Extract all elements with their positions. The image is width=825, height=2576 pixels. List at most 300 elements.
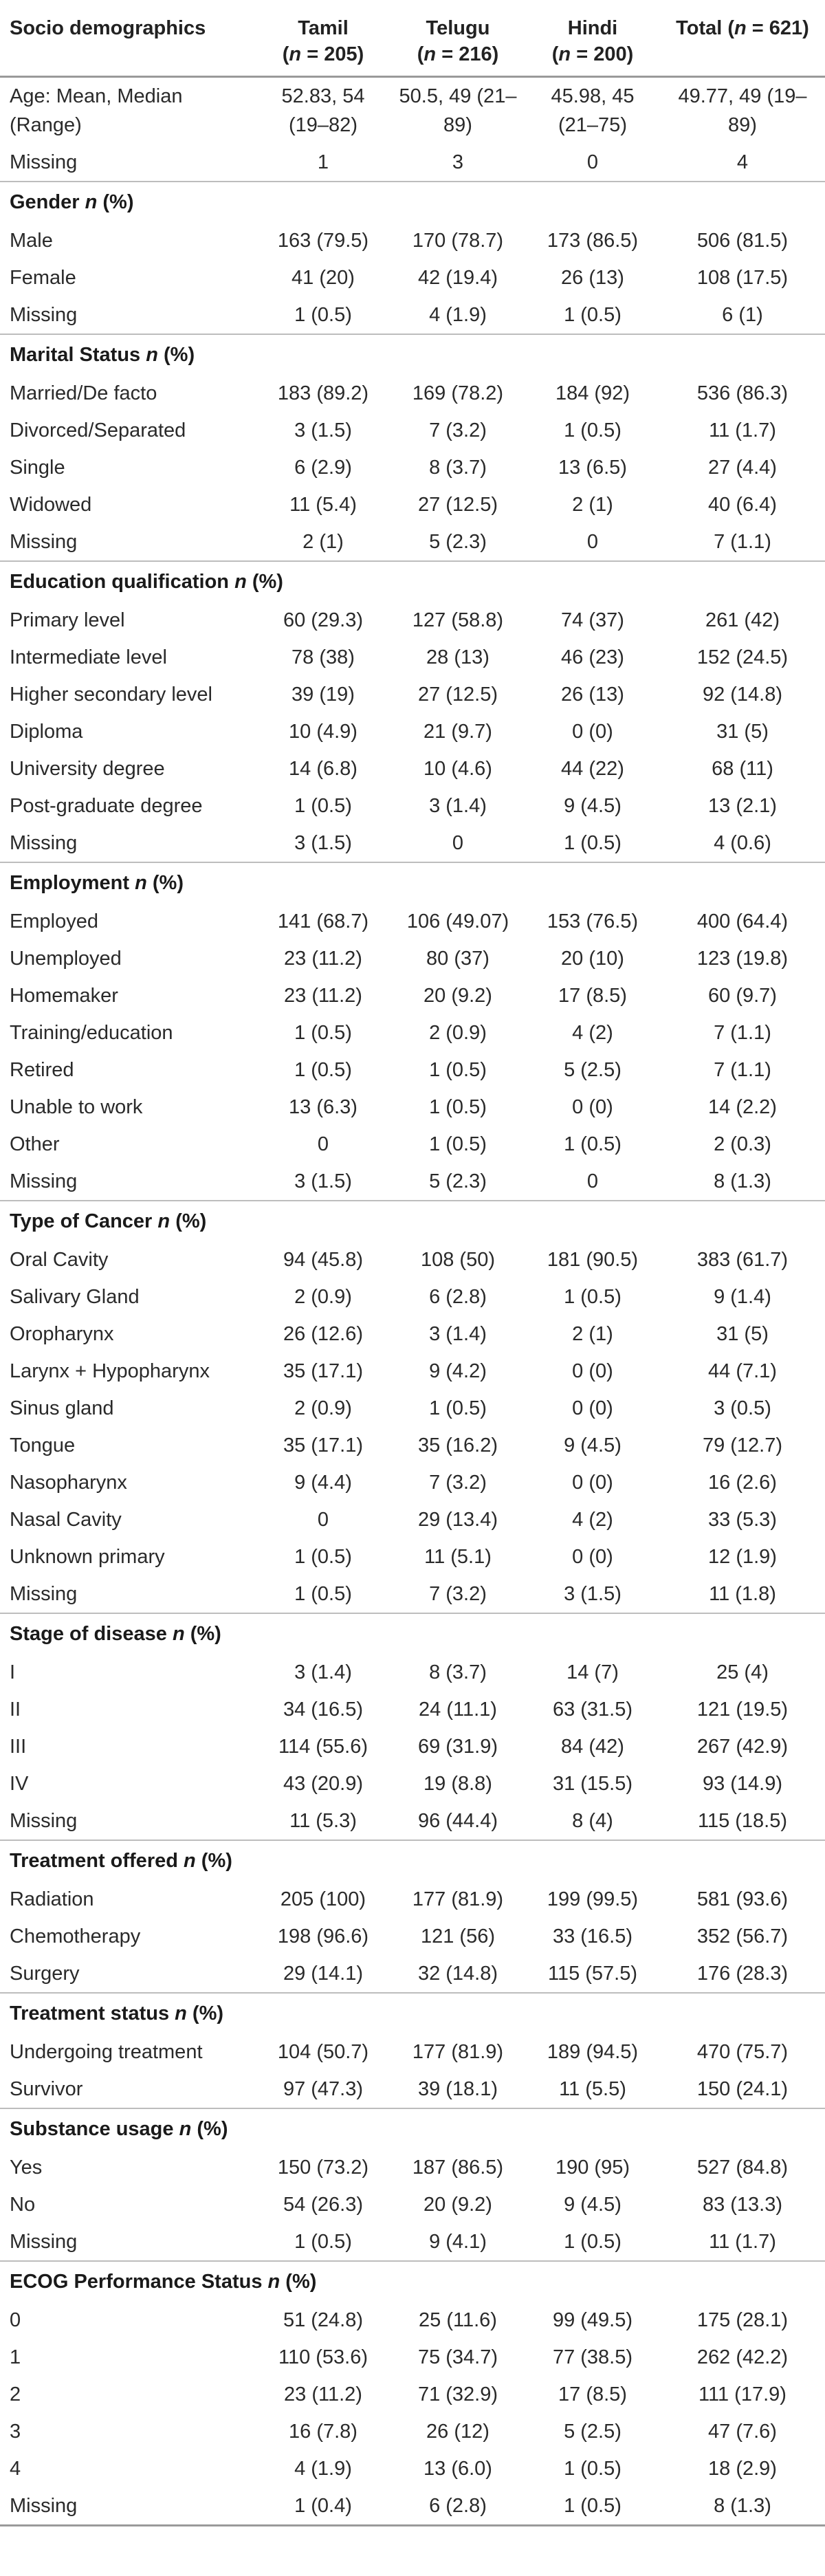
cell-total: 40 (6.4)	[708, 494, 777, 516]
section-title	[0, 334, 825, 375]
cell-tamil: 52.83, 54 (19–82)	[281, 85, 365, 136]
cell-telugu: 108 (50)	[420, 1249, 495, 1271]
section-title-text: Employment	[10, 872, 130, 894]
row-label: Training/education	[10, 1022, 173, 1044]
cell-hindi: 63 (31.5)	[552, 1699, 633, 1721]
table-row	[0, 1802, 825, 1840]
table-row	[0, 977, 825, 1014]
cell-total: 176 (28.3)	[696, 1963, 789, 1985]
table-body	[0, 77, 825, 2526]
cell-tamil: 41 (20)	[292, 267, 355, 289]
row-label: Missing	[10, 1583, 78, 1605]
row-label: Oral Cavity	[10, 1249, 109, 1271]
section-header-row	[0, 862, 825, 903]
cell-tamil: 26 (12.6)	[283, 1323, 364, 1345]
cell-telugu: 27 (12.5)	[417, 494, 498, 516]
row-label: Chemotherapy	[10, 1925, 141, 1947]
table-row	[0, 1691, 825, 1728]
row-label: Larynx + Hypopharynx	[10, 1360, 210, 1382]
cell-hindi: 0 (0)	[572, 721, 613, 743]
cell-tamil: 39 (19)	[292, 684, 355, 706]
cell-tamil: 110 (53.6)	[278, 2346, 368, 2368]
cell-total: 44 (7.1)	[708, 1360, 777, 1382]
section-title	[0, 182, 825, 222]
cell-telugu: 5 (2.3)	[429, 531, 487, 553]
section-title-text: Substance usage	[10, 2118, 174, 2140]
cell-telugu: 9 (4.2)	[429, 1360, 487, 1382]
section-percent-symbol: (%)	[164, 344, 195, 366]
cell-total: 79 (12.7)	[702, 1434, 783, 1456]
section-header-row	[0, 182, 825, 222]
cell-telugu: 187 (86.5)	[412, 2157, 504, 2179]
table-row	[0, 2450, 825, 2487]
cell-total: 11 (1.7)	[709, 419, 776, 441]
cell-tamil: 97 (47.3)	[283, 2078, 364, 2100]
section-header-row	[0, 1201, 825, 1241]
table-row	[0, 1464, 825, 1501]
cell-tamil: 2 (0.9)	[294, 1397, 352, 1419]
cell-total: 93 (14.9)	[702, 1773, 783, 1795]
cell-telugu: 3	[452, 151, 464, 173]
cell-tamil: 0	[317, 1509, 329, 1531]
cell-total: 383 (61.7)	[696, 1249, 789, 1271]
section-title	[0, 1993, 825, 2033]
section-percent-symbol: (%)	[201, 1850, 232, 1872]
cell-hindi: 0 (0)	[572, 1472, 613, 1494]
row-label: Homemaker	[10, 985, 118, 1007]
cell-telugu: 1 (0.5)	[429, 1059, 487, 1081]
cell-tamil: 1	[317, 151, 329, 173]
table-row	[0, 1278, 825, 1316]
cell-tamil: 34 (16.5)	[283, 1699, 364, 1721]
row-label: Post-graduate degree	[10, 795, 203, 817]
section-n-symbol: n	[234, 571, 247, 593]
table-row	[0, 2149, 825, 2186]
cell-total: 581 (93.6)	[696, 1888, 789, 1910]
cell-tamil: 198 (96.6)	[277, 1925, 369, 1947]
cell-hindi: 33 (16.5)	[552, 1925, 633, 1947]
cell-tamil: 23 (11.2)	[284, 2383, 362, 2405]
table-row	[0, 1538, 825, 1575]
cell-total: 506 (81.5)	[696, 230, 789, 252]
cell-tamil: 1 (0.5)	[294, 1546, 352, 1568]
cell-hindi: 26 (13)	[561, 684, 624, 706]
cell-telugu: 127 (58.8)	[412, 609, 504, 631]
cell-total: 261 (42)	[705, 609, 780, 631]
table-row	[0, 1014, 825, 1051]
row-label: Missing	[10, 832, 78, 854]
cell-tamil: 16 (7.8)	[289, 2421, 358, 2443]
cell-hindi: 1 (0.5)	[564, 1133, 622, 1155]
cell-hindi: 184 (92)	[555, 382, 630, 404]
row-label: Unknown primary	[10, 1546, 165, 1568]
cell-total: 14 (2.2)	[708, 1096, 777, 1118]
cell-telugu: 42 (19.4)	[417, 267, 498, 289]
cell-total: 11 (1.8)	[709, 1583, 776, 1605]
table-row	[0, 1353, 825, 1390]
cell-tamil: 0	[317, 1133, 329, 1155]
cell-tamil: 2 (0.9)	[294, 1286, 352, 1308]
cell-hindi: 20 (10)	[561, 948, 624, 970]
header-row	[0, 7, 825, 77]
cell-telugu: 71 (32.9)	[417, 2383, 498, 2405]
row-label: Yes	[10, 2157, 43, 2179]
cell-tamil: 150 (73.2)	[277, 2157, 369, 2179]
cell-telugu: 20 (9.2)	[424, 2194, 492, 2216]
cell-hindi: 173 (86.5)	[547, 230, 639, 252]
cell-total: 115 (18.5)	[697, 1810, 788, 1832]
cell-total: 47 (7.6)	[708, 2421, 777, 2443]
cell-tamil: 1 (0.5)	[294, 1583, 352, 1605]
cell-tamil: 23 (11.2)	[284, 948, 362, 970]
section-header-row	[0, 1840, 825, 1881]
section-header-row	[0, 2108, 825, 2149]
row-label: IV	[10, 1773, 29, 1795]
cell-total: 16 (2.6)	[708, 1472, 777, 1494]
row-label: Missing	[10, 304, 78, 326]
cell-telugu: 170 (78.7)	[412, 230, 504, 252]
cell-tamil: 1 (0.5)	[294, 795, 352, 817]
row-label: Primary level	[10, 609, 125, 631]
cell-hindi: 199 (99.5)	[547, 1888, 639, 1910]
cell-total: 60 (9.7)	[708, 985, 777, 1007]
row-label: Salivary Gland	[10, 1286, 140, 1308]
cell-total: 352 (56.7)	[696, 1925, 789, 1947]
table-row	[0, 412, 825, 449]
row-label: 1	[10, 2346, 21, 2368]
cell-telugu: 80 (37)	[426, 948, 490, 970]
cell-total: 31 (5)	[716, 1323, 769, 1345]
cell-tamil: 1 (0.4)	[256, 2487, 390, 2526]
cell-tamil: 11 (5.3)	[289, 1810, 357, 1832]
cell-tamil: 2 (1)	[302, 531, 344, 553]
section-percent-symbol: (%)	[190, 1623, 221, 1645]
cell-total: 49.77, 49 (19–89)	[678, 85, 807, 136]
section-n-symbol: n	[172, 1623, 185, 1645]
row-label: 0	[10, 2309, 21, 2331]
row-label: Age: Mean, Median (Range)	[10, 85, 183, 136]
cell-hindi: 181 (90.5)	[547, 1249, 639, 1271]
row-label: Male	[10, 230, 53, 252]
cell-total: 527 (84.8)	[696, 2157, 789, 2179]
cell-total: 8 (1.3)	[660, 2487, 825, 2526]
section-title	[0, 2261, 825, 2302]
table-row	[0, 1316, 825, 1353]
cell-tamil: 29 (14.1)	[283, 1963, 364, 1985]
section-percent-symbol: (%)	[252, 571, 283, 593]
row-label: Undergoing treatment	[10, 2041, 203, 2063]
row-label: III	[10, 1736, 27, 1758]
table-row	[0, 2339, 825, 2376]
table-row	[0, 2071, 825, 2108]
cell-tamil: 6 (2.9)	[294, 457, 352, 479]
section-percent-symbol: (%)	[285, 2271, 317, 2293]
table-row	[0, 602, 825, 639]
cell-hindi: 1 (0.5)	[564, 419, 622, 441]
table-row	[0, 296, 825, 334]
cell-hindi: 0	[586, 1170, 599, 1192]
cell-telugu: 7 (3.2)	[429, 419, 487, 441]
cell-telugu: 3 (1.4)	[429, 795, 487, 817]
row-label: Missing	[10, 2231, 78, 2253]
row-label: Missing	[10, 151, 78, 173]
cell-hindi: 1 (0.5)	[564, 2458, 622, 2480]
cell-hindi: 153 (76.5)	[547, 910, 639, 932]
cell-total: 267 (42.9)	[696, 1736, 789, 1758]
cell-telugu: 5 (2.3)	[429, 1170, 487, 1192]
cell-total: 83 (13.3)	[702, 2194, 783, 2216]
cell-tamil: 3 (1.4)	[294, 1661, 352, 1683]
table-row	[0, 1575, 825, 1613]
table-row	[0, 1728, 825, 1765]
row-label: Missing	[10, 531, 78, 553]
cell-tamil: 1 (0.5)	[294, 304, 352, 326]
table-row	[0, 144, 825, 182]
cell-hindi: 0	[586, 151, 599, 173]
table-row	[0, 77, 825, 144]
cell-hindi: 45.98, 45 (21–75)	[551, 85, 635, 136]
section-title-text: Stage of disease	[10, 1623, 167, 1645]
table-row	[0, 1501, 825, 1538]
section-n-symbol: n	[146, 344, 158, 366]
cell-total: 123 (19.8)	[696, 948, 789, 970]
cell-telugu: 3 (1.4)	[429, 1323, 487, 1345]
header-label: Socio demographics	[0, 7, 256, 77]
section-title-text: Type of Cancer	[10, 1210, 153, 1232]
row-label: Sinus gland	[10, 1397, 114, 1419]
cell-telugu: 10 (4.6)	[424, 758, 492, 780]
cell-total: 18 (2.9)	[708, 2458, 777, 2480]
row-label: Unemployed	[10, 948, 122, 970]
cell-total: 3 (0.5)	[714, 1397, 771, 1419]
row-label: Employed	[10, 910, 98, 932]
section-percent-symbol: (%)	[152, 872, 184, 894]
section-title-text: Gender	[10, 191, 80, 213]
row-label: Higher secondary level	[10, 684, 212, 706]
table-row	[0, 449, 825, 486]
table-row	[0, 259, 825, 296]
cell-total: 12 (1.9)	[708, 1546, 777, 1568]
section-title	[0, 1613, 825, 1654]
header-col-hindi: Hindi (n = 200)	[525, 7, 660, 77]
cell-tamil: 23 (11.2)	[284, 985, 362, 1007]
cell-tamil: 54 (26.3)	[283, 2194, 364, 2216]
row-label: Missing	[10, 1810, 78, 1832]
cell-telugu: 1 (0.5)	[429, 1133, 487, 1155]
row-label: Diploma	[10, 721, 83, 743]
section-percent-symbol: (%)	[197, 2118, 228, 2140]
section-n-symbol: n	[267, 2271, 280, 2293]
table-row	[0, 2376, 825, 2413]
cell-telugu: 28 (13)	[426, 646, 490, 668]
cell-total: 111 (17.9)	[698, 2383, 786, 2405]
cell-hindi: 1 (0.5)	[525, 2487, 660, 2526]
cell-hindi: 8 (4)	[572, 1810, 613, 1832]
cell-tamil: 205 (100)	[280, 1888, 366, 1910]
section-title	[0, 862, 825, 903]
cell-total: 13 (2.1)	[708, 795, 777, 817]
cell-tamil: 3 (1.5)	[294, 832, 352, 854]
row-label: 3	[10, 2421, 21, 2443]
table-row	[0, 1390, 825, 1427]
cell-hindi: 0 (0)	[572, 1546, 613, 1568]
cell-hindi: 9 (4.5)	[564, 1434, 622, 1456]
row-label: II	[10, 1699, 21, 1721]
table-row	[0, 2223, 825, 2261]
cell-hindi: 3 (1.5)	[564, 1583, 622, 1605]
table-row	[0, 2186, 825, 2223]
cell-hindi: 1 (0.5)	[564, 832, 622, 854]
cell-telugu: 75 (34.7)	[417, 2346, 498, 2368]
row-label: Other	[10, 1133, 60, 1155]
cell-total: 27 (4.4)	[708, 457, 777, 479]
header-col-name: Total	[676, 17, 723, 39]
header-col-telugu: Telugu (n = 216)	[390, 7, 525, 77]
cell-total: 121 (19.5)	[696, 1699, 789, 1721]
cell-total: 31 (5)	[716, 721, 769, 743]
row-label: Survivor	[10, 2078, 83, 2100]
cell-tamil: 1 (0.5)	[294, 2231, 352, 2253]
cell-tamil: 94 (45.8)	[283, 1249, 364, 1271]
cell-telugu: 32 (14.8)	[417, 1963, 498, 1985]
cell-total: 175 (28.1)	[696, 2309, 789, 2331]
cell-telugu: 26 (12)	[426, 2421, 490, 2443]
cell-telugu: 39 (18.1)	[417, 2078, 498, 2100]
section-title	[0, 1201, 825, 1241]
table-row	[0, 222, 825, 259]
row-label: Missing	[0, 2487, 256, 2526]
cell-telugu: 177 (81.9)	[412, 1888, 504, 1910]
cell-total: 536 (86.3)	[696, 382, 789, 404]
cell-tamil: 3 (1.5)	[294, 419, 352, 441]
cell-total: 262 (42.2)	[696, 2346, 789, 2368]
section-percent-symbol: (%)	[102, 191, 134, 213]
cell-hindi: 99 (49.5)	[552, 2309, 633, 2331]
row-label: Tongue	[10, 1434, 76, 1456]
cell-tamil: 104 (50.7)	[277, 2041, 369, 2063]
cell-tamil: 183 (89.2)	[277, 382, 369, 404]
cell-hindi: 1 (0.5)	[564, 2231, 622, 2253]
cell-hindi: 17 (8.5)	[558, 985, 627, 1007]
cell-total: 33 (5.3)	[708, 1509, 777, 1531]
section-title	[0, 2108, 825, 2149]
cell-tamil: 51 (24.8)	[283, 2309, 364, 2331]
table-row	[0, 676, 825, 713]
table-row	[0, 1765, 825, 1802]
cell-hindi: 4 (2)	[572, 1022, 613, 1044]
cell-telugu: 50.5, 49 (21–89)	[399, 85, 517, 136]
row-label: Retired	[10, 1059, 74, 1081]
cell-tamil: 114 (55.6)	[278, 1736, 368, 1758]
table-row	[0, 2487, 825, 2526]
section-title-text: Education qualification	[10, 571, 230, 593]
header-col-tamil: Tamil (n = 205)	[256, 7, 390, 77]
cell-total: 152 (24.5)	[696, 646, 789, 668]
table-row	[0, 787, 825, 825]
table-row	[0, 2413, 825, 2450]
row-label: Radiation	[10, 1888, 94, 1910]
table-row	[0, 1654, 825, 1691]
cell-hindi: 46 (23)	[561, 646, 624, 668]
cell-tamil: 35 (17.1)	[283, 1434, 364, 1456]
row-label: Nasal Cavity	[10, 1509, 122, 1531]
header-col-name: Tamil	[298, 17, 349, 39]
cell-telugu: 0	[452, 832, 464, 854]
cell-hindi: 190 (95)	[555, 2157, 630, 2179]
row-label: Single	[10, 457, 65, 479]
cell-telugu: 7 (3.2)	[429, 1472, 487, 1494]
row-label: Widowed	[10, 494, 92, 516]
cell-hindi: 4 (2)	[572, 1509, 613, 1531]
cell-tamil: 35 (17.1)	[283, 1360, 364, 1382]
cell-telugu: 4 (1.9)	[429, 304, 487, 326]
section-n-symbol: n	[184, 1850, 196, 1872]
cell-tamil: 43 (20.9)	[283, 1773, 364, 1795]
cell-hindi: 2 (1)	[572, 494, 613, 516]
table-row	[0, 523, 825, 561]
row-label: 2	[10, 2383, 21, 2405]
cell-hindi: 2 (1)	[572, 1323, 613, 1345]
cell-hindi: 0 (0)	[572, 1360, 613, 1382]
cell-total: 8 (1.3)	[714, 1170, 771, 1192]
row-label: Female	[10, 267, 76, 289]
row-label: I	[10, 1661, 16, 1683]
section-header-row	[0, 1993, 825, 2033]
cell-tamil: 1 (0.5)	[294, 1059, 352, 1081]
table-row	[0, 1881, 825, 1918]
cell-hindi: 74 (37)	[561, 609, 624, 631]
table-row	[0, 940, 825, 977]
cell-hindi: 189 (94.5)	[547, 2041, 639, 2063]
cell-total: 2 (0.3)	[714, 1133, 771, 1155]
cell-hindi: 5 (2.5)	[564, 2421, 622, 2443]
table-row	[0, 825, 825, 862]
cell-hindi: 14 (7)	[566, 1661, 619, 1683]
table-row	[0, 1955, 825, 1993]
cell-hindi: 44 (22)	[561, 758, 624, 780]
section-header-row	[0, 561, 825, 602]
cell-tamil: 14 (6.8)	[289, 758, 358, 780]
cell-tamil: 3 (1.5)	[294, 1170, 352, 1192]
section-n-symbol: n	[157, 1210, 170, 1232]
table-row	[0, 1427, 825, 1464]
header-col-name: Telugu	[426, 17, 490, 39]
cell-hindi: 26 (13)	[561, 267, 624, 289]
cell-hindi: 0 (0)	[572, 1096, 613, 1118]
section-n-symbol: n	[179, 2118, 192, 2140]
cell-telugu: 8 (3.7)	[429, 457, 487, 479]
cell-telugu: 69 (31.9)	[417, 1736, 498, 1758]
row-label: Intermediate level	[10, 646, 167, 668]
cell-telugu: 6 (2.8)	[429, 1286, 487, 1308]
cell-telugu: 1 (0.5)	[429, 1096, 487, 1118]
cell-tamil: 11 (5.4)	[289, 494, 357, 516]
cell-hindi: 5 (2.5)	[564, 1059, 622, 1081]
cell-telugu: 27 (12.5)	[417, 684, 498, 706]
table-row	[0, 1126, 825, 1163]
cell-tamil: 4 (1.9)	[294, 2458, 352, 2480]
cell-telugu: 106 (49.07)	[406, 910, 509, 932]
table-row	[0, 1918, 825, 1955]
cell-total: 4 (0.6)	[714, 832, 771, 854]
section-header-row	[0, 334, 825, 375]
cell-total: 11 (1.7)	[709, 2231, 776, 2253]
table-header	[0, 7, 825, 77]
cell-telugu: 19 (8.8)	[424, 1773, 492, 1795]
section-n-symbol: n	[85, 191, 98, 213]
table-row	[0, 2033, 825, 2071]
cell-tamil: 60 (29.3)	[283, 609, 364, 631]
